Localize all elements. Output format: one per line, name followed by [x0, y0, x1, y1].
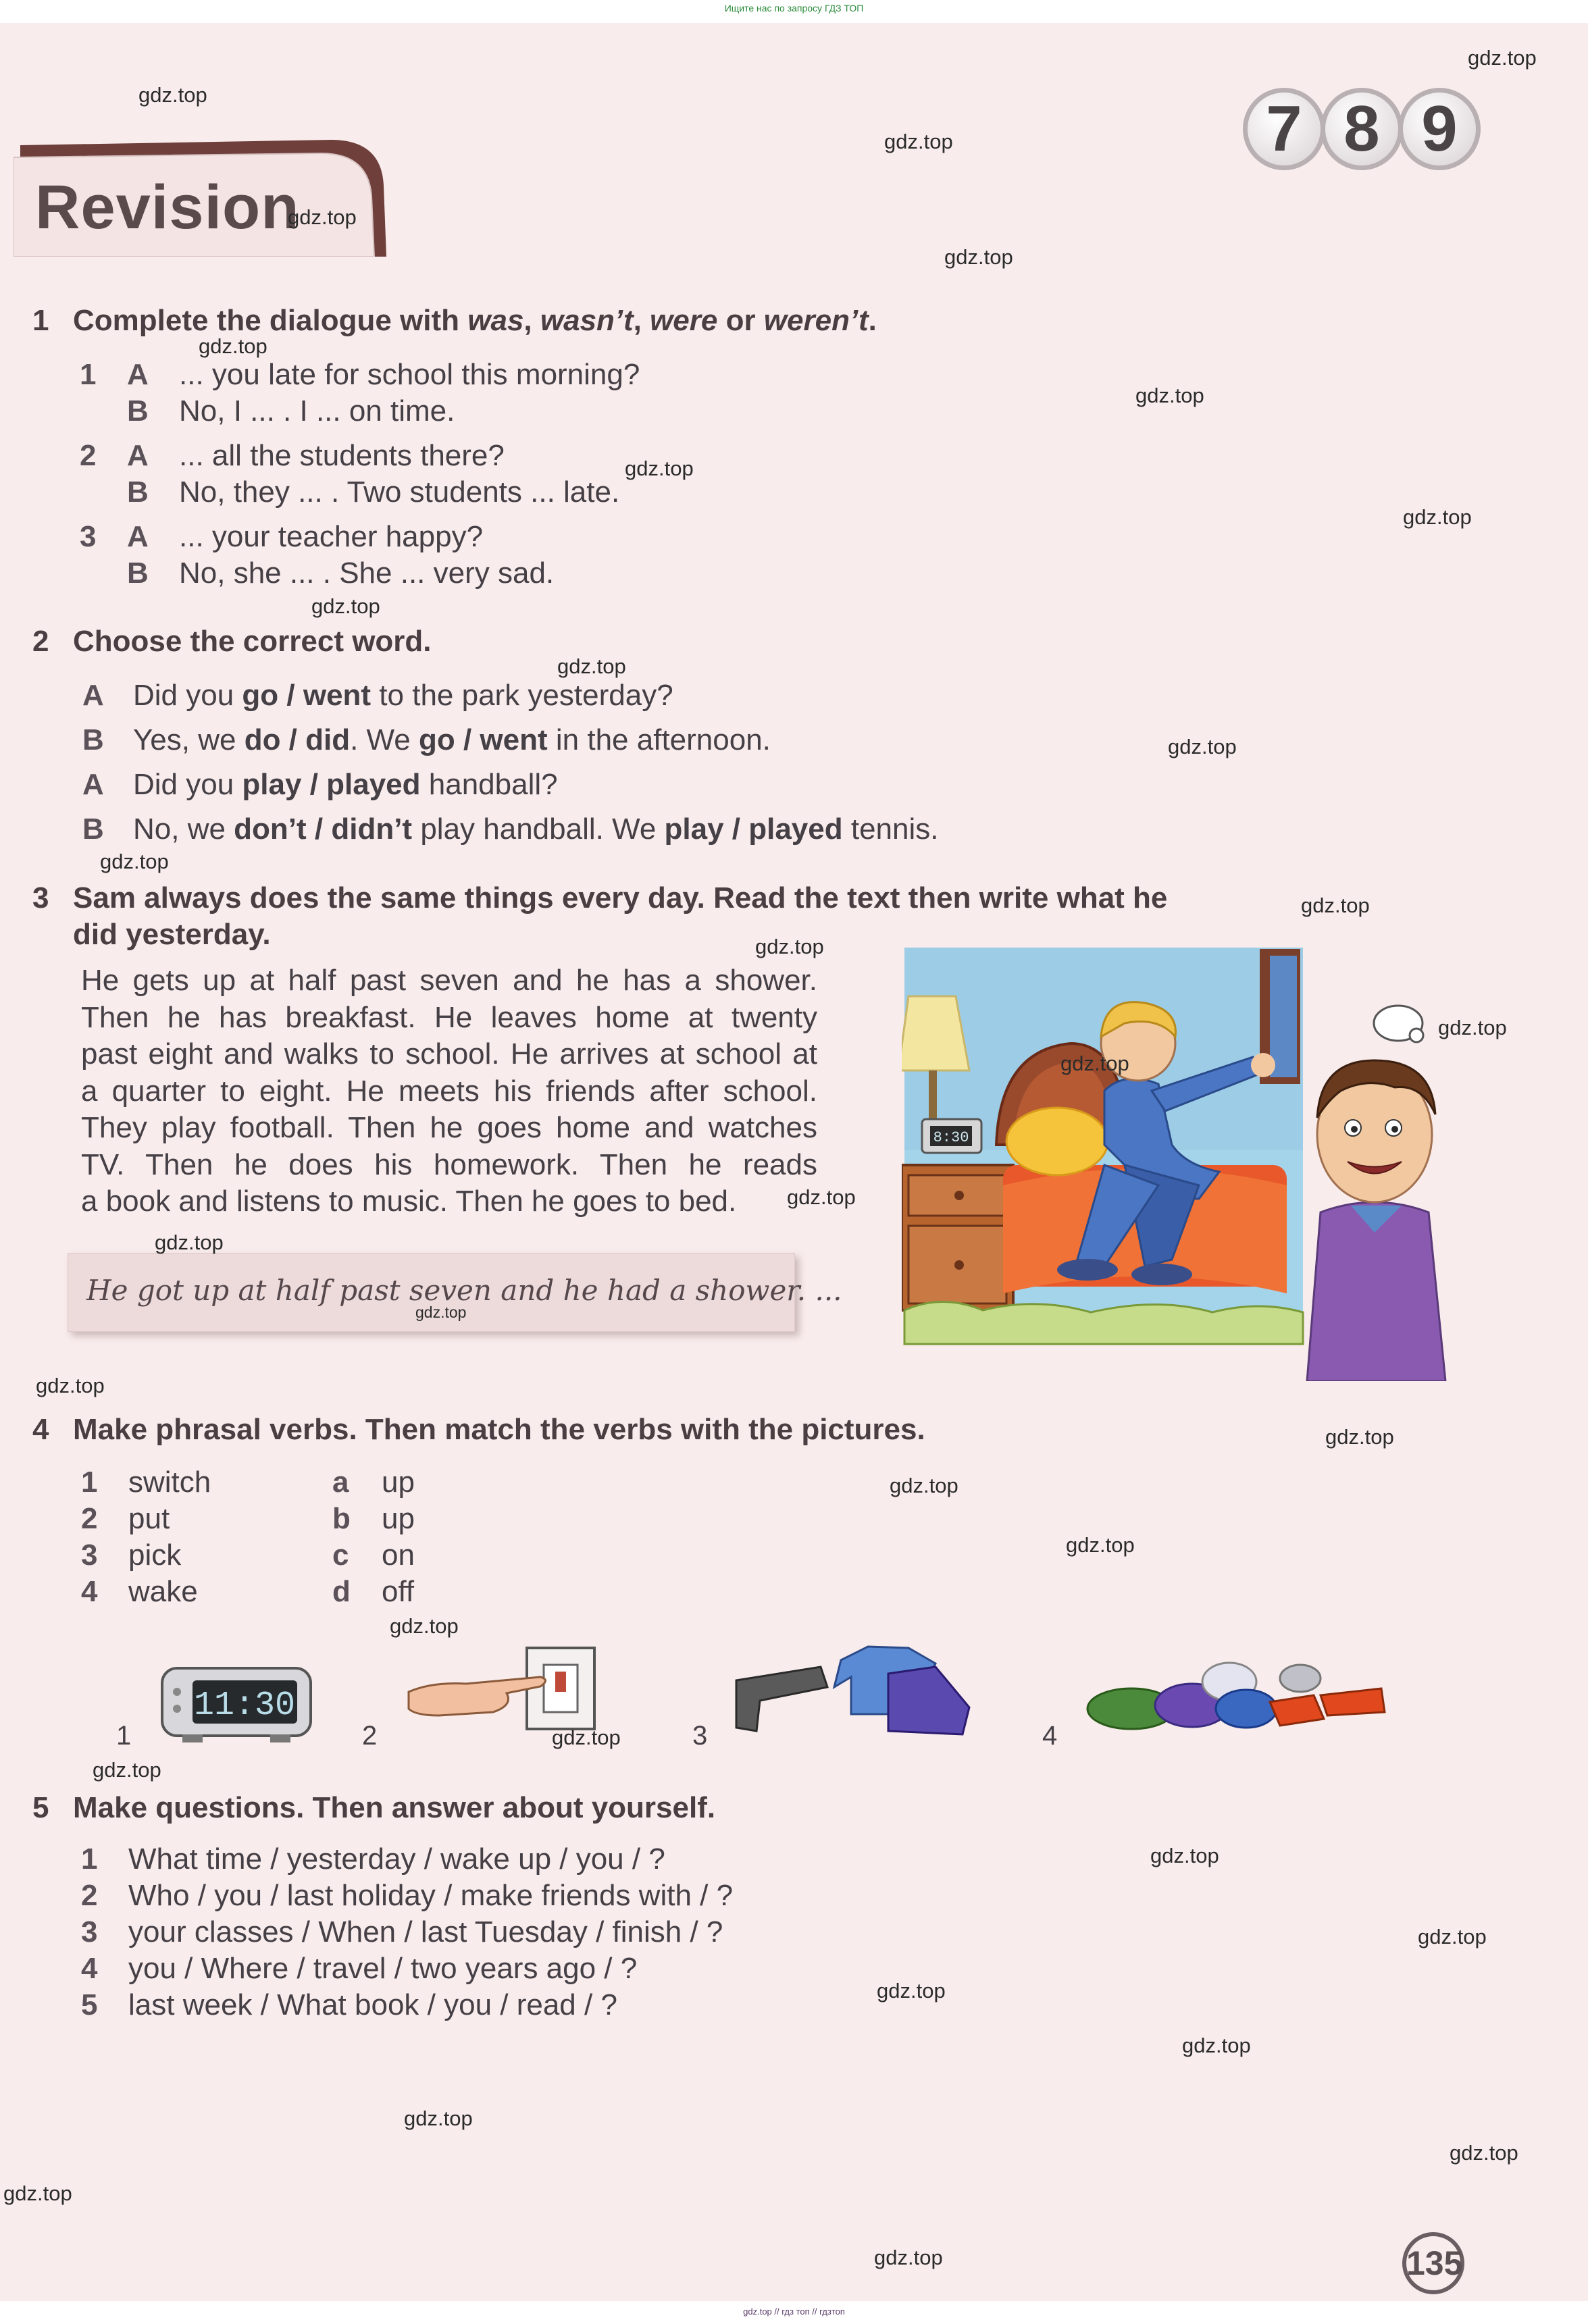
- watermark: gdz.top: [755, 935, 824, 958]
- picture-label-1: 1: [116, 1721, 132, 1751]
- ex1-word-wasnt: wasn’t: [540, 304, 634, 337]
- picture-label-2: 2: [362, 1721, 378, 1751]
- ex1-heading: [32, 304, 877, 338]
- ex5-item-number: 4: [81, 1952, 98, 1985]
- watermark: gdz.top: [1135, 384, 1204, 407]
- watermark: gdz.top: [3, 2181, 72, 2205]
- watermark: gdz.top: [877, 1979, 946, 2003]
- bedroom-illustration: [902, 942, 1462, 1381]
- ex5-item: your classes / When / last Tuesday / finish / ?: [128, 1915, 723, 1948]
- ex4-particle-letter: b: [332, 1502, 351, 1535]
- ex3-heading-line2: did yesterday.: [73, 918, 271, 951]
- level-badge-7: 7: [1243, 88, 1325, 170]
- ex1-line-b: No, I ... . I ... on time.: [179, 394, 455, 428]
- ex4-particle: on: [382, 1539, 415, 1572]
- watermark: gdz.top: [1468, 46, 1537, 70]
- ex1-speaker-b: B: [127, 394, 149, 428]
- watermark: gdz.top: [404, 2107, 473, 2130]
- watermark: gdz.top: [944, 245, 1013, 269]
- watermark: gdz.top: [552, 1726, 621, 1749]
- watermark: gdz.top: [1066, 1533, 1135, 1557]
- ex4-verb-number: 2: [81, 1502, 98, 1535]
- alarm-clock-picture: [155, 1661, 317, 1746]
- watermark: gdz.top: [557, 654, 626, 678]
- ex2-text: Yes, we: [133, 723, 245, 756]
- ex5-heading-text: Make questions. Then answer about yourself.: [73, 1791, 716, 1824]
- ex1-line-b: No, she ... . She ... very sad.: [179, 557, 555, 590]
- ex3-text-line: He gets up at half past seven and he has a shower.: [81, 964, 817, 997]
- ex4-heading-text: Make phrasal verbs. Then match the verbs with the pictures.: [73, 1413, 925, 1446]
- page-title: Revision: [35, 173, 300, 242]
- ex5-item: Who / you / last holiday / make friends with / ?: [128, 1879, 734, 1912]
- ex2-choice: go / went: [419, 723, 548, 756]
- watermark: gdz.top: [390, 1614, 459, 1638]
- watermark: gdz.top: [138, 83, 207, 107]
- ex5-item-number: 5: [81, 1988, 98, 2021]
- ex4-particle: off: [382, 1575, 415, 1608]
- top-banner-text: Ищите нас по запросу ГДЗ ТОП: [724, 3, 864, 14]
- ex3-text-line: a book and listens to music. Then he goes to bed.: [81, 1185, 737, 1218]
- ex5-item-number: 2: [81, 1879, 98, 1912]
- watermark: gdz.top: [288, 205, 357, 229]
- ex1-sep2: ,: [633, 304, 650, 337]
- watermark: gdz.top: [155, 1231, 224, 1254]
- ex4-verb: switch: [128, 1466, 211, 1499]
- ex1-line-b: No, they ... . Two students ... late.: [179, 475, 620, 509]
- ex3-text-line: Then he has breakfast. He leaves home at twenty: [81, 1000, 817, 1034]
- watermark: gdz.top: [884, 130, 953, 153]
- watermark: gdz.top: [1150, 1844, 1219, 1867]
- clothes-on-hanger-picture: [733, 1640, 973, 1741]
- watermark: gdz.top: [1060, 1052, 1129, 1075]
- level-badge-9: 9: [1398, 88, 1481, 170]
- ex4-verb: pick: [128, 1539, 182, 1572]
- ex4-verb-number: 1: [81, 1466, 98, 1499]
- ex1-line-a: ... all the students there?: [179, 439, 505, 472]
- small-clock-display: 8:30: [933, 1129, 969, 1146]
- page-number: 135: [1402, 2232, 1464, 2294]
- ex1-word-were: were: [650, 304, 718, 337]
- ex2-text: in the afternoon.: [547, 723, 771, 756]
- ex4-particle-letter: a: [332, 1466, 349, 1499]
- ex2-speaker: B: [82, 812, 104, 846]
- watermark: gdz.top: [311, 594, 380, 618]
- ex2-heading-text: Choose the correct word.: [73, 625, 432, 658]
- ex4-verb-number: 3: [81, 1539, 98, 1572]
- ex2-speaker: A: [82, 768, 104, 801]
- ex3-text-line: TV. Then he does his homework. Then he reads: [81, 1147, 817, 1181]
- ex1-item-number: 3: [80, 520, 97, 553]
- ex2-speaker: A: [82, 679, 104, 712]
- ex5-item: you / Where / travel / two years ago / ?: [128, 1952, 638, 1985]
- ex5-item: last week / What book / you / read / ?: [128, 1988, 617, 2021]
- ex2-text: Did you: [133, 679, 242, 712]
- watermark: gdz.top: [36, 1374, 105, 1397]
- watermark: gdz.top: [93, 1758, 161, 1782]
- watermark: gdz.top: [100, 850, 169, 873]
- ex1-item-number: 1: [80, 358, 97, 391]
- ex1-number: 1: [32, 304, 49, 337]
- ex1-speaker-b: B: [127, 475, 149, 509]
- ex1-word-werent: weren’t: [763, 304, 869, 337]
- watermark: gdz.top: [415, 1303, 467, 1321]
- ex3-text: [81, 962, 817, 1220]
- watermark: gdz.top: [874, 2246, 943, 2269]
- watermark: gdz.top: [1301, 894, 1370, 917]
- ex4-verb: wake: [128, 1575, 198, 1608]
- ex4-number: 4: [32, 1413, 49, 1446]
- watermark: gdz.top: [625, 457, 694, 480]
- ex5-item-number: 1: [81, 1842, 98, 1876]
- ex1-word-was: was: [467, 304, 524, 337]
- ex1-item-number: 2: [80, 439, 97, 472]
- ex3-text-line: past eight and walks to school. He arrives at school at: [81, 1037, 817, 1070]
- watermark: gdz.top: [1418, 1925, 1487, 1948]
- watermark: gdz.top: [1403, 505, 1472, 529]
- ex2-speaker: B: [82, 723, 104, 756]
- ex3-text-line: They play football. Then he goes home and watches: [81, 1111, 817, 1144]
- ex2-line: [133, 679, 673, 713]
- ex4-verb-number: 4: [81, 1575, 98, 1608]
- watermark: gdz.top: [890, 1474, 958, 1497]
- picture-label-4: 4: [1042, 1721, 1058, 1751]
- ex2-choice: play / played: [664, 812, 843, 846]
- ex1-line-a: ... you late for school this morning?: [179, 358, 640, 391]
- ex2-line: [133, 723, 771, 757]
- ex2-number: 2: [32, 625, 49, 658]
- ex3-example-text: He got up at half past seven and he had a shower. ...: [86, 1274, 842, 1307]
- ex2-choice: do / did: [244, 723, 351, 756]
- ex2-text: . We: [350, 723, 419, 756]
- ex1-speaker-a: A: [127, 520, 149, 553]
- ex2-heading: [32, 625, 432, 659]
- ex2-choice: play / played: [242, 768, 421, 801]
- ex1-heading-text: Complete the dialogue with: [73, 304, 468, 337]
- ex1-sep3: or: [717, 304, 764, 337]
- ex4-particle: up: [382, 1466, 415, 1499]
- ex2-text: tennis.: [842, 812, 939, 846]
- level-badge-8: 8: [1321, 88, 1403, 170]
- ex1-sep4: .: [868, 304, 877, 337]
- ex2-line: [133, 812, 939, 846]
- ex4-verb: put: [128, 1502, 170, 1535]
- bottom-banner-text: gdz.top // гдз топ // гдзтоп: [743, 2306, 845, 2317]
- ex3-heading: [32, 881, 1167, 915]
- light-switch-picture: [405, 1645, 601, 1736]
- ex1-speaker-a: A: [127, 358, 149, 391]
- ex4-particle-letter: d: [332, 1575, 351, 1608]
- ex2-text: Did you: [133, 768, 242, 801]
- ex2-line: [133, 768, 558, 802]
- ex4-heading: [32, 1413, 925, 1447]
- ex5-number: 5: [32, 1791, 49, 1824]
- watermark: gdz.top: [1168, 735, 1237, 758]
- watermark: gdz.top: [199, 334, 267, 358]
- watermark: gdz.top: [1182, 2034, 1251, 2057]
- ex2-text: handball?: [420, 768, 558, 801]
- ex3-text-line: a quarter to eight. He meets his friends after school.: [81, 1074, 817, 1108]
- ex4-particle-letter: c: [332, 1539, 349, 1572]
- ex1-speaker-b: B: [127, 557, 149, 590]
- ex1-speaker-a: A: [127, 439, 149, 472]
- ex3-heading-line1: Sam always does the same things every day. Read the text then write what he: [73, 881, 1168, 914]
- clothes-pile-picture: [1084, 1641, 1388, 1739]
- alarm-clock-display: 11:30: [193, 1686, 296, 1725]
- watermark: gdz.top: [1450, 2141, 1518, 2165]
- ex5-item: What time / yesterday / wake up / you / ?: [128, 1842, 665, 1876]
- picture-label-3: 3: [692, 1721, 708, 1751]
- ex1-sep1: ,: [523, 304, 540, 337]
- ex2-choice: go / went: [242, 679, 372, 712]
- ex2-text: to the park yesterday?: [371, 679, 673, 712]
- ex2-choice: don’t / didn’t: [234, 812, 413, 846]
- ex2-text: play handball. We: [412, 812, 665, 846]
- ex1-line-a: ... your teacher happy?: [179, 520, 484, 553]
- watermark: gdz.top: [787, 1185, 856, 1209]
- watermark: gdz.top: [1325, 1425, 1394, 1449]
- ex2-text: No, we: [133, 812, 234, 846]
- ex4-particle: up: [382, 1502, 415, 1535]
- ex5-heading: [32, 1791, 715, 1825]
- ex5-item-number: 3: [81, 1915, 98, 1948]
- watermark: gdz.top: [1438, 1016, 1507, 1039]
- ex3-number: 3: [32, 881, 49, 914]
